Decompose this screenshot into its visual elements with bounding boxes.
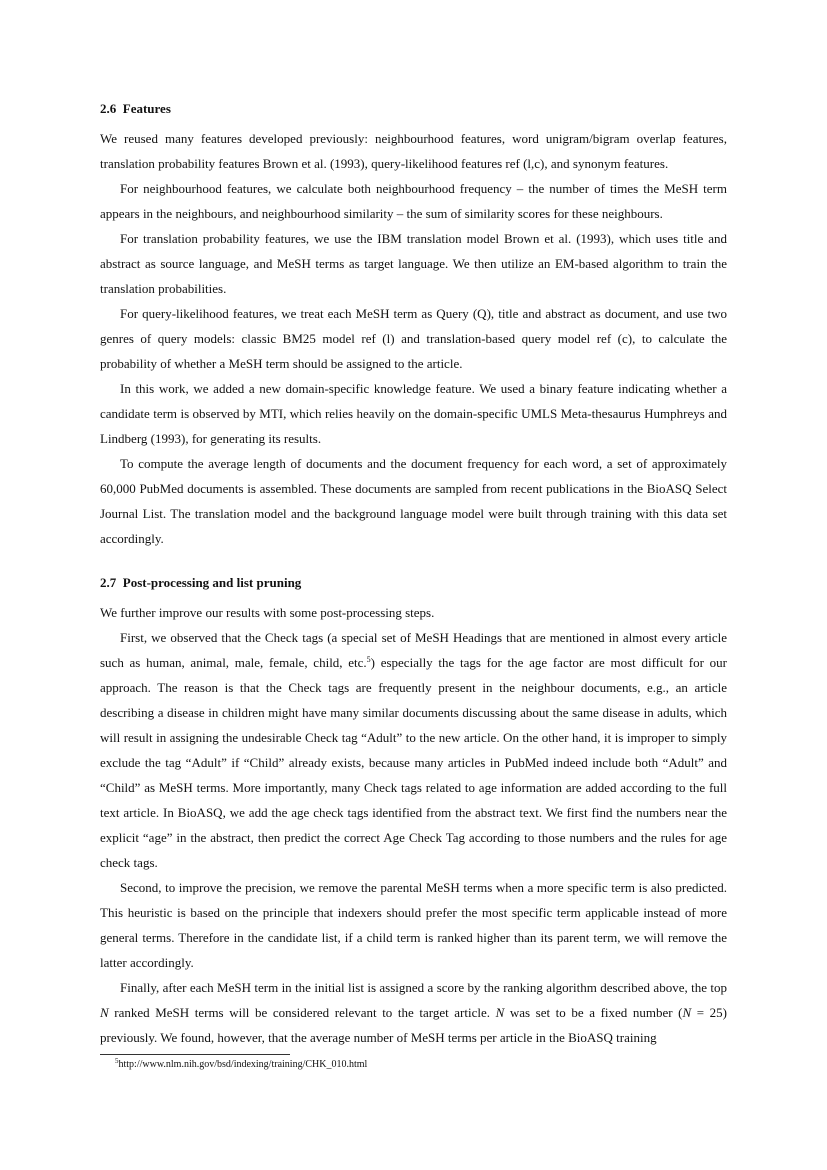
paragraph: We further improve our results with some post-processing steps.	[100, 605, 435, 620]
paragraph-text: = 25) previously. We found, however, that the average number of MeSH terms per article in the BioASQ training	[100, 1005, 727, 1045]
footnote-url[interactable]: http://www.nlm.nih.gov/bsd/indexing/training/CHK_010.html	[118, 1059, 368, 1070]
paragraph: To compute the average length of documents and the document frequency for each word, a set of approximately 60,000 PubMed documents is assembled. These documents are sampled from recent publications in the BioASQ Select Journal List. The translation model and the background language model were built through training with this data set accordingly.	[100, 456, 727, 546]
paragraph: In this work, we added a new domain-specific knowledge feature. We used a binary feature indicating whether a candidate term is observed by MTI, which relies heavily on the domain-specific UMLS Meta-thesaurus Humphreys and Lindberg (1993), for generating its results.	[100, 381, 727, 446]
footnote-number: 5	[115, 1057, 119, 1065]
footnote	[115, 1058, 367, 1072]
paragraph-text: ranked MeSH terms will be considered relevant to the target article.	[108, 1005, 496, 1020]
paragraph: For query-likelihood features, we treat each MeSH term as Query (Q), title and abstract as document, and use two genres of query models: classic BM25 model ref (l) and translation-based query model ref (c), to calculate the probability of whether a MeSH term should be assigned to the article.	[100, 306, 727, 371]
document-body	[100, 96, 727, 1050]
math-variable: N	[495, 1005, 505, 1020]
paragraph-text: ) especially the tags for the age factor are most difficult for our approach. The reason is that the Check tags are frequently present in the neighbour documents, e.g., an article describing a disease in children might have many similar documents discussing about the same disease in adults, which will result in assigning the undesirable Check tag “Adult” to the new article. On the other hand, it is improper to simply exclude the tag “Adult” if “Child” already exists, because many articles in PubMed indeed include both “Adult” and “Child” as MeSH terms. More importantly, many Check tags related to age information are added according to the full text article. In BioASQ, we add the age check tags identified from the abstract text. We first find the numbers near the explicit “age” in the abstract, then predict the correct Age Check Tag according to those numbers and the rules for age check tags.	[100, 655, 728, 870]
paragraph	[100, 625, 727, 875]
math-variable: N	[682, 1005, 692, 1020]
paragraph: For translation probability features, we use the IBM translation model Brown et al. (1993), which uses title and abstract as source language, and MeSH terms as target language. We then utilize an EM-based algorithm to train the translation probabilities.	[100, 231, 727, 296]
section-heading-features	[100, 96, 727, 121]
math-variable: N	[100, 1005, 109, 1020]
paragraph	[100, 975, 727, 1050]
footnote-divider	[100, 1054, 290, 1055]
paragraph: We reused many features developed previously: neighbourhood features, word unigram/bigram overlap features, translation probability features Brown et al. (1993), query-likelihood features ref (l,c), and synonym features.	[100, 131, 727, 171]
paragraph-text: Finally, after each MeSH term in the initial list is assigned a score by the ranking algorithm described above, the top	[120, 980, 727, 995]
section-number: 2.6	[100, 101, 117, 116]
section-number: 2.7	[100, 575, 117, 590]
paragraph-text: was set to be a fixed number (	[504, 1005, 683, 1020]
footnote-ref: 5	[366, 655, 371, 664]
paragraph: Second, to improve the precision, we remove the parental MeSH terms when a more specific term is also predicted. This heuristic is based on the principle that indexers should prefer the most specific term applicable instead of more general terms. Therefore in the candidate list, if a child term is ranked higher than its parent term, we will remove the latter accordingly.	[100, 880, 727, 970]
paragraph: For neighbourhood features, we calculate both neighbourhood frequency – the number of times the MeSH term appears in the neighbours, and neighbourhood similarity – the sum of similarity scores for these neighbours.	[100, 181, 727, 221]
section-heading-post-processing	[100, 570, 727, 595]
section-title: Post-processing and list pruning	[122, 575, 302, 590]
paragraph-text: First, we observed that the Check tags (a special set of MeSH Headings that are mentioned in almost every article such as human, animal, male, female, child, etc.	[100, 630, 727, 670]
section-title: Features	[122, 101, 171, 116]
